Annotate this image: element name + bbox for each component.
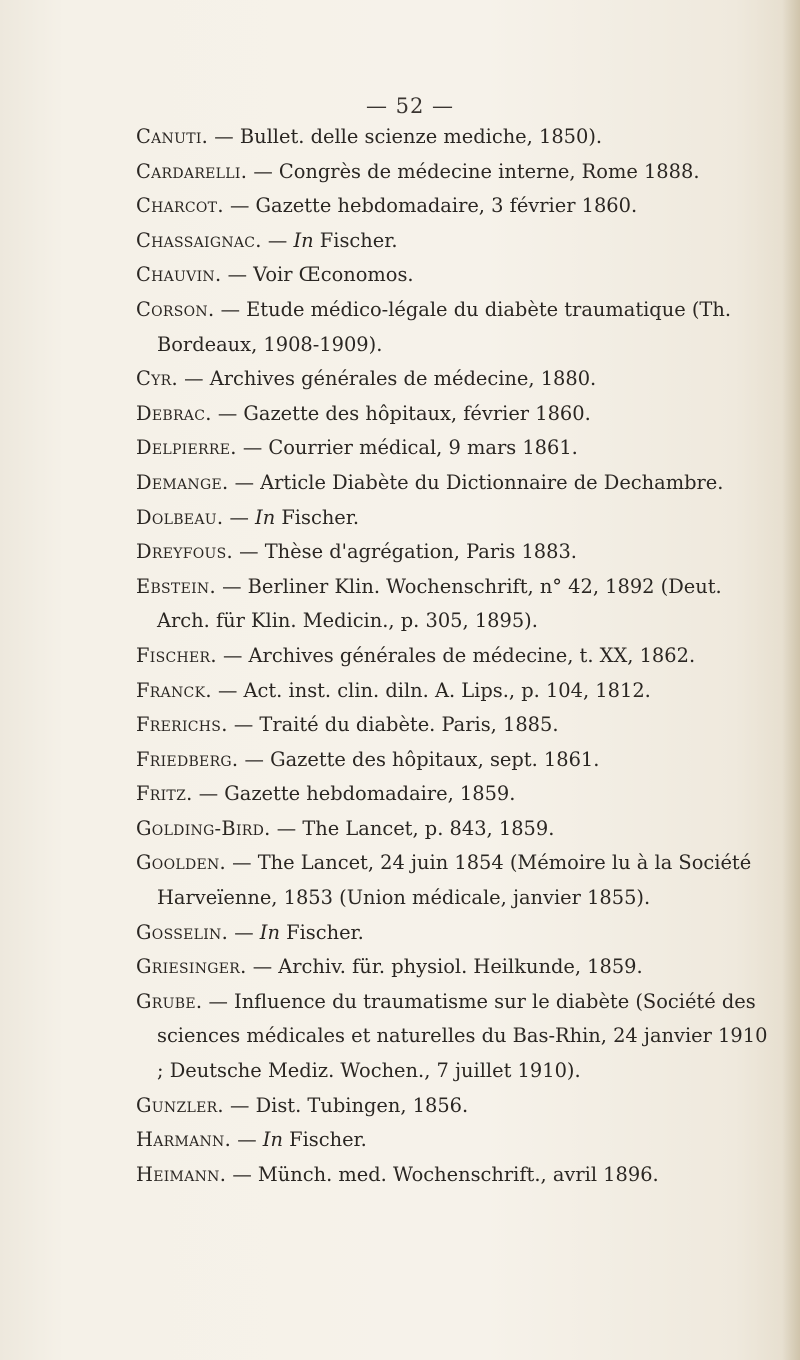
entry-text: — Traité du diabète. Paris, 1885. (227, 713, 559, 737)
entry-author: Debrac. (136, 401, 212, 425)
entry-text: — Gazette hebdomadaire, 1859. (192, 782, 516, 806)
entry-dash: — (231, 1128, 263, 1152)
entry-author: Fischer. (136, 643, 217, 667)
bibliography-entry (136, 293, 776, 362)
entry-text: — Dist. Tubingen, 1856. (223, 1093, 469, 1117)
bibliography-entry (136, 431, 776, 466)
entry-text: — Berliner Klin. Wochenschrift, n° 42, 1892 (Deut. Arch. für Klin. Medicin., p. 305, 1895). (157, 574, 722, 633)
entry-text: — Thèse d'agrégation, Paris 1883. (233, 540, 577, 564)
entry-author: Gunzler. (136, 1093, 224, 1117)
bibliography-entry (136, 224, 776, 259)
bibliography-entry (136, 916, 776, 951)
entry-italic: In (259, 920, 280, 944)
bibliography-entry (136, 1123, 776, 1158)
entry-author: Golding-Bird. (136, 816, 271, 840)
bibliography-entry (136, 189, 776, 224)
entry-author: Corson. (136, 297, 215, 321)
bibliography-entry (136, 743, 776, 778)
entry-author: Dreyfous. (136, 540, 233, 564)
entry-text: — Influence du traumatisme sur le diabète (Société des sciences médicales et naturelles du Bas-Rhin, 24 janvier 1910 ; Deutsche Mediz. Wochen., 7 juillet 1910). (157, 989, 768, 1083)
bibliography-entry (136, 1089, 776, 1124)
entry-text: — Voir Œconomos. (221, 263, 414, 287)
bibliography-entry (136, 846, 776, 915)
bibliography-entry (136, 120, 776, 155)
entry-text: — Gazette des hôpitaux, février 1860. (211, 401, 591, 425)
entry-text: Fischer. (279, 920, 364, 944)
entry-author: Ebstein. (136, 574, 216, 598)
entry-author: Friedberg. (136, 747, 239, 771)
entry-author: Cardarelli. (136, 159, 248, 183)
entry-text: Fischer. (275, 505, 360, 529)
entry-author: Cyr. (136, 367, 178, 391)
entry-author: Harmann. (136, 1128, 232, 1152)
entry-author: Gosselin. (136, 920, 229, 944)
entry-text: — Münch. med. Wochenschrift., avril 1896. (226, 1162, 659, 1186)
entry-author: Franck. (136, 678, 212, 702)
entry-text: — Courrier médical, 9 mars 1861. (236, 436, 578, 460)
entry-text: — Congrès de médecine interne, Rome 1888. (247, 159, 700, 183)
bibliography-entry (136, 258, 776, 293)
entry-text: — The Lancet, p. 843, 1859. (270, 816, 555, 840)
bibliography-entry (136, 708, 776, 743)
entry-author: Canuti. (136, 125, 209, 148)
entry-text: — Etude médico-légale du diabète traumatique (Th. Bordeaux, 1908-1909). (157, 297, 731, 356)
bibliography-entry (136, 985, 776, 1089)
entry-dash: — (223, 505, 256, 529)
bibliography-entry (136, 535, 776, 570)
entry-author: Demange. (136, 470, 229, 494)
bibliography-entry (136, 674, 776, 709)
entry-author: Goolden. (136, 851, 226, 875)
bibliography-entry (136, 639, 776, 674)
page-edge-shadow (782, 0, 800, 1360)
entry-text: — The Lancet, 24 juin 1854 (Mémoire lu à la Société Harveïenne, 1853 (Union médicale, janvier 1855). (157, 851, 752, 910)
entry-text: — Gazette hebdomadaire, 3 février 1860. (223, 194, 638, 218)
entry-author: Frerichs. (136, 713, 228, 737)
entry-italic: In (293, 228, 314, 252)
entry-text: — Gazette des hôpitaux, sept. 1861. (238, 747, 600, 771)
entry-author: Griesinger. (136, 955, 247, 979)
entry-text: — Act. inst. clin. diln. A. Lips., p. 104, 1812. (211, 678, 651, 702)
entry-italic: In (262, 1128, 283, 1152)
entry-author: Delpierre. (136, 436, 237, 460)
bibliography-entry (136, 466, 776, 501)
entry-text: — Bullet. delle scienze mediche, 1850). (208, 125, 603, 148)
entry-dash: — (261, 228, 294, 252)
bibliography-entry (136, 155, 776, 190)
entry-author: Grube. (136, 989, 203, 1013)
entry-text: — Archives générales de médecine, t. XX, 1862. (216, 643, 696, 667)
page-number: — 52 — (365, 94, 455, 118)
entry-author: Chassaignac. (136, 228, 262, 252)
bibliography-entry (136, 397, 776, 432)
bibliography-entry (136, 362, 776, 397)
bibliography-entry (136, 812, 776, 847)
entry-text: Fischer. (313, 228, 398, 252)
entry-text: — Article Diabète du Dictionnaire de Dechambre. (228, 470, 724, 494)
entry-italic: In (255, 505, 276, 529)
entry-dash: — (228, 920, 260, 944)
entry-author: Heimann. (136, 1162, 227, 1186)
entry-author: Charcot. (136, 194, 224, 218)
bibliography-entry (136, 1158, 776, 1193)
bibliography-entry (136, 501, 776, 536)
bibliography-list (136, 120, 776, 1192)
bibliography-entry (136, 950, 776, 985)
entry-text: Fischer. (282, 1128, 367, 1152)
entry-text: — Archiv. für. physiol. Heilkunde, 1859. (246, 955, 643, 979)
entry-author: Chauvin. (136, 263, 222, 287)
entry-author: Dolbeau. (136, 505, 224, 529)
bibliography-entry (136, 570, 776, 639)
entry-author: Fritz. (136, 782, 193, 806)
entry-text: — Archives générales de médecine, 1880. (177, 367, 597, 391)
bibliography-entry (136, 777, 776, 812)
